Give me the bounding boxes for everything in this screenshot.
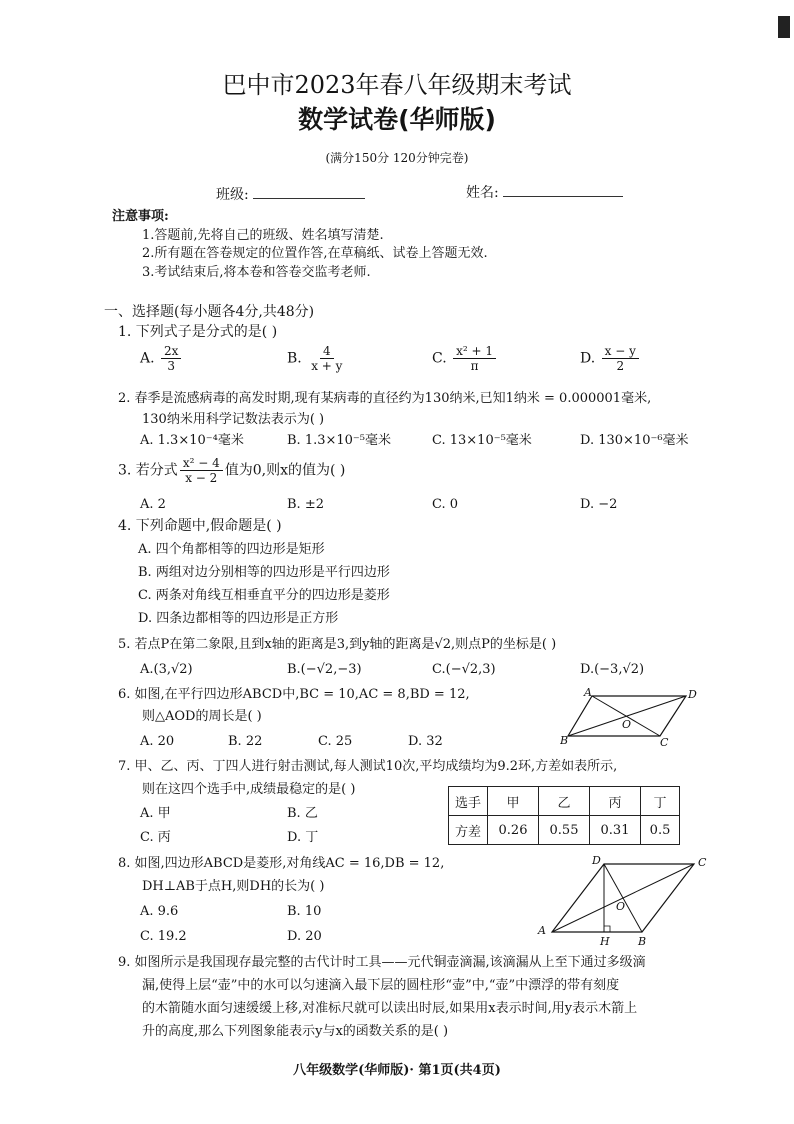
q7-option-b: B. 乙 xyxy=(287,806,318,821)
q6-stem: 6. 如图,在平行四边形ABCD中,BC = 10,AC = 8,BD = 12, xyxy=(118,687,470,702)
q6-stem-cont: 则△AOD的周长是( ) xyxy=(142,709,262,724)
q4-option-d: D. 四条边都相等的四边形是正方形 xyxy=(138,611,339,626)
class-blank xyxy=(253,198,365,199)
q5-option-d: D.(−3,√2) xyxy=(580,662,645,677)
table-row xyxy=(449,816,680,845)
fraction xyxy=(308,344,345,373)
table-cell: 丁 xyxy=(641,787,680,816)
q9-stem-cont: 升的高度,那么下列图象能表示y与x的函数关系的是( ) xyxy=(142,1024,449,1039)
q5-stem: 5. 若点P在第二象限,且到x轴的距离是3,到y轴的距离是√2,则点P的坐标是( ) xyxy=(118,637,557,652)
rhombus-figure xyxy=(534,852,714,948)
q7-option-a: A. 甲 xyxy=(140,806,171,821)
right-angle-mark xyxy=(604,926,610,932)
class-label: 班级: xyxy=(216,187,249,203)
name-blank xyxy=(503,196,623,197)
class-field xyxy=(216,186,365,204)
name-label: 姓名: xyxy=(466,185,499,201)
q1-stem: 1. 下列式子是分式的是( ) xyxy=(118,324,278,340)
q9-stem: 9. 如图所示是我国现存最完整的古代计时工具——元代铜壶滴漏,该滴漏从上至下通过多级滴 xyxy=(118,955,646,970)
notice-item: 3.考试结束后,将本卷和答卷交监考老师. xyxy=(142,265,371,280)
vertex-label-c: C xyxy=(660,736,669,748)
table-cell: 方差 xyxy=(449,816,488,845)
q3-stem-post: 值为0,则x的值为( ) xyxy=(224,462,346,479)
exam-title: 巴中市2023年春八年级期末考试 xyxy=(222,71,572,99)
q1-option-a xyxy=(140,344,183,373)
option-label: C. xyxy=(432,350,447,367)
q6-option-a: A. 20 xyxy=(140,734,175,749)
diagonal-bd xyxy=(604,864,642,932)
notice-item: 2.所有题在答卷规定的位置作答,在草稿纸、试卷上答题无效. xyxy=(142,246,488,261)
paper-title: 数学试卷(华师版) xyxy=(298,105,496,134)
vertex-label-a: A xyxy=(538,924,546,937)
table-cell: 0.55 xyxy=(539,816,590,845)
q7-stem-cont: 则在这四个选手中,成绩最稳定的是( ) xyxy=(142,782,356,797)
vertex-label-d: D xyxy=(592,854,601,867)
table-cell: 选手 xyxy=(449,787,488,816)
center-label-o: O xyxy=(622,718,632,731)
fraction xyxy=(602,344,639,373)
exam-subtitle: (满分150分 120分钟完卷) xyxy=(325,151,469,165)
q4-option-a: A. 四个角都相等的四边形是矩形 xyxy=(138,542,325,557)
notice-item: 1.答题前,先将自己的班级、姓名填写清楚. xyxy=(142,228,384,243)
option-label: A. xyxy=(140,350,155,367)
q5-option-a: A.(3,√2) xyxy=(140,662,193,677)
q7-stem: 7. 甲、乙、丙、丁四人进行射击测试,每人测试10次,平均成绩均为9.2环,方差如表所示, xyxy=(118,759,618,774)
q2-stem-cont: 130纳米用科学记数法表示为( ) xyxy=(142,412,325,427)
table-cell: 0.31 xyxy=(590,816,641,845)
scan-mark xyxy=(778,16,790,38)
q4-stem: 4. 下列命题中,假命题是( ) xyxy=(118,518,282,534)
q8-stem: 8. 如图,四边形ABCD是菱形,对角线AC = 16,DB = 12, xyxy=(118,856,445,871)
q6-option-c: C. 25 xyxy=(318,734,353,749)
q2-option-a: A. 1.3×10⁻⁴毫米 xyxy=(140,433,244,448)
q6-option-d: D. 32 xyxy=(408,734,443,749)
q9-stem-cont: 漏,使得上层“壶”中的水可以匀速滴入最下层的圆柱形“壶”中,“壶”中漂浮的带有刻度 xyxy=(142,978,620,993)
q3-option-b: B. ±2 xyxy=(287,497,324,512)
q4-option-c: C. 两条对角线互相垂直平分的四边形是菱形 xyxy=(138,588,390,603)
option-label: D. xyxy=(580,350,596,367)
q3-stem xyxy=(118,456,345,485)
q5-option-b: B.(−√2,−3) xyxy=(287,662,362,677)
q4-option-b: B. 两组对边分别相等的四边形是平行四边形 xyxy=(138,565,390,580)
fraction xyxy=(161,344,181,373)
q1-option-c xyxy=(432,344,498,373)
q8-option-d: D. 20 xyxy=(287,929,322,944)
q8-option-b: B. 10 xyxy=(287,904,322,919)
table-header-row xyxy=(449,787,680,816)
q2-option-d: D. 130×10⁻⁶毫米 xyxy=(580,433,689,448)
notice-heading: 注意事项: xyxy=(112,209,169,224)
denominator: 3 xyxy=(167,359,176,373)
q3-option-c: C. 0 xyxy=(432,497,459,512)
q8-option-c: C. 19.2 xyxy=(140,929,187,944)
q5-option-c: C.(−√2,3) xyxy=(432,662,496,677)
vertex-label-b: B xyxy=(560,734,569,747)
denominator: 2 xyxy=(616,359,625,373)
denominator: x + y xyxy=(311,359,343,373)
fraction xyxy=(180,456,223,485)
denominator: π xyxy=(470,359,479,373)
vertex-label-c: C xyxy=(698,856,707,869)
numerator: 4 xyxy=(320,344,334,359)
numerator: x² − 4 xyxy=(180,456,223,471)
q1-option-d xyxy=(580,344,641,373)
vertex-label-a: A xyxy=(584,686,592,699)
section-heading: 一、选择题(每小题各4分,共48分) xyxy=(104,304,315,320)
parallelogram-figure xyxy=(560,686,710,748)
table-cell: 甲 xyxy=(488,787,539,816)
q1-option-b xyxy=(287,344,347,373)
table-cell: 乙 xyxy=(539,787,590,816)
fraction xyxy=(453,344,496,373)
numerator: x² + 1 xyxy=(453,344,496,359)
q9-stem-cont: 的木箭随水面匀速缓缓上移,对准标尺就可以读出时辰,如果用x表示时间,用y表示木箭上 xyxy=(142,1001,638,1016)
page-footer: 八年级数学(华师版)· 第1页(共4页) xyxy=(293,1063,501,1078)
name-field xyxy=(466,184,623,202)
q8-option-a: A. 9.6 xyxy=(140,904,179,919)
variance-table xyxy=(448,786,680,845)
center-label-o: O xyxy=(616,900,626,913)
q2-option-c: C. 13×10⁻⁵毫米 xyxy=(432,433,532,448)
numerator: 2x xyxy=(161,344,181,359)
vertex-label-d: D xyxy=(688,688,697,701)
option-label: B. xyxy=(287,350,302,367)
q7-option-d: D. 丁 xyxy=(287,830,319,845)
table-cell: 丙 xyxy=(590,787,641,816)
vertex-label-b: B xyxy=(638,935,647,948)
numerator: x − y xyxy=(602,344,639,359)
table-cell: 0.26 xyxy=(488,816,539,845)
q6-option-b: B. 22 xyxy=(228,734,263,749)
q3-option-a: A. 2 xyxy=(140,497,166,512)
foot-label-h: H xyxy=(600,935,610,948)
table-cell: 0.5 xyxy=(641,816,680,845)
q2-option-b: B. 1.3×10⁻⁵毫米 xyxy=(287,433,392,448)
q3-option-d: D. −2 xyxy=(580,497,618,512)
q3-stem-pre: 3. 若分式 xyxy=(118,462,178,479)
denominator: x − 2 xyxy=(185,471,218,485)
q7-option-c: C. 丙 xyxy=(140,830,171,845)
q2-stem: 2. 春季是流感病毒的高发时期,现有某病毒的直径约为130纳米,已知1纳米 = 0.000001毫米, xyxy=(118,391,652,406)
q8-stem-cont: DH⊥AB于点H,则DH的长为( ) xyxy=(142,879,325,894)
